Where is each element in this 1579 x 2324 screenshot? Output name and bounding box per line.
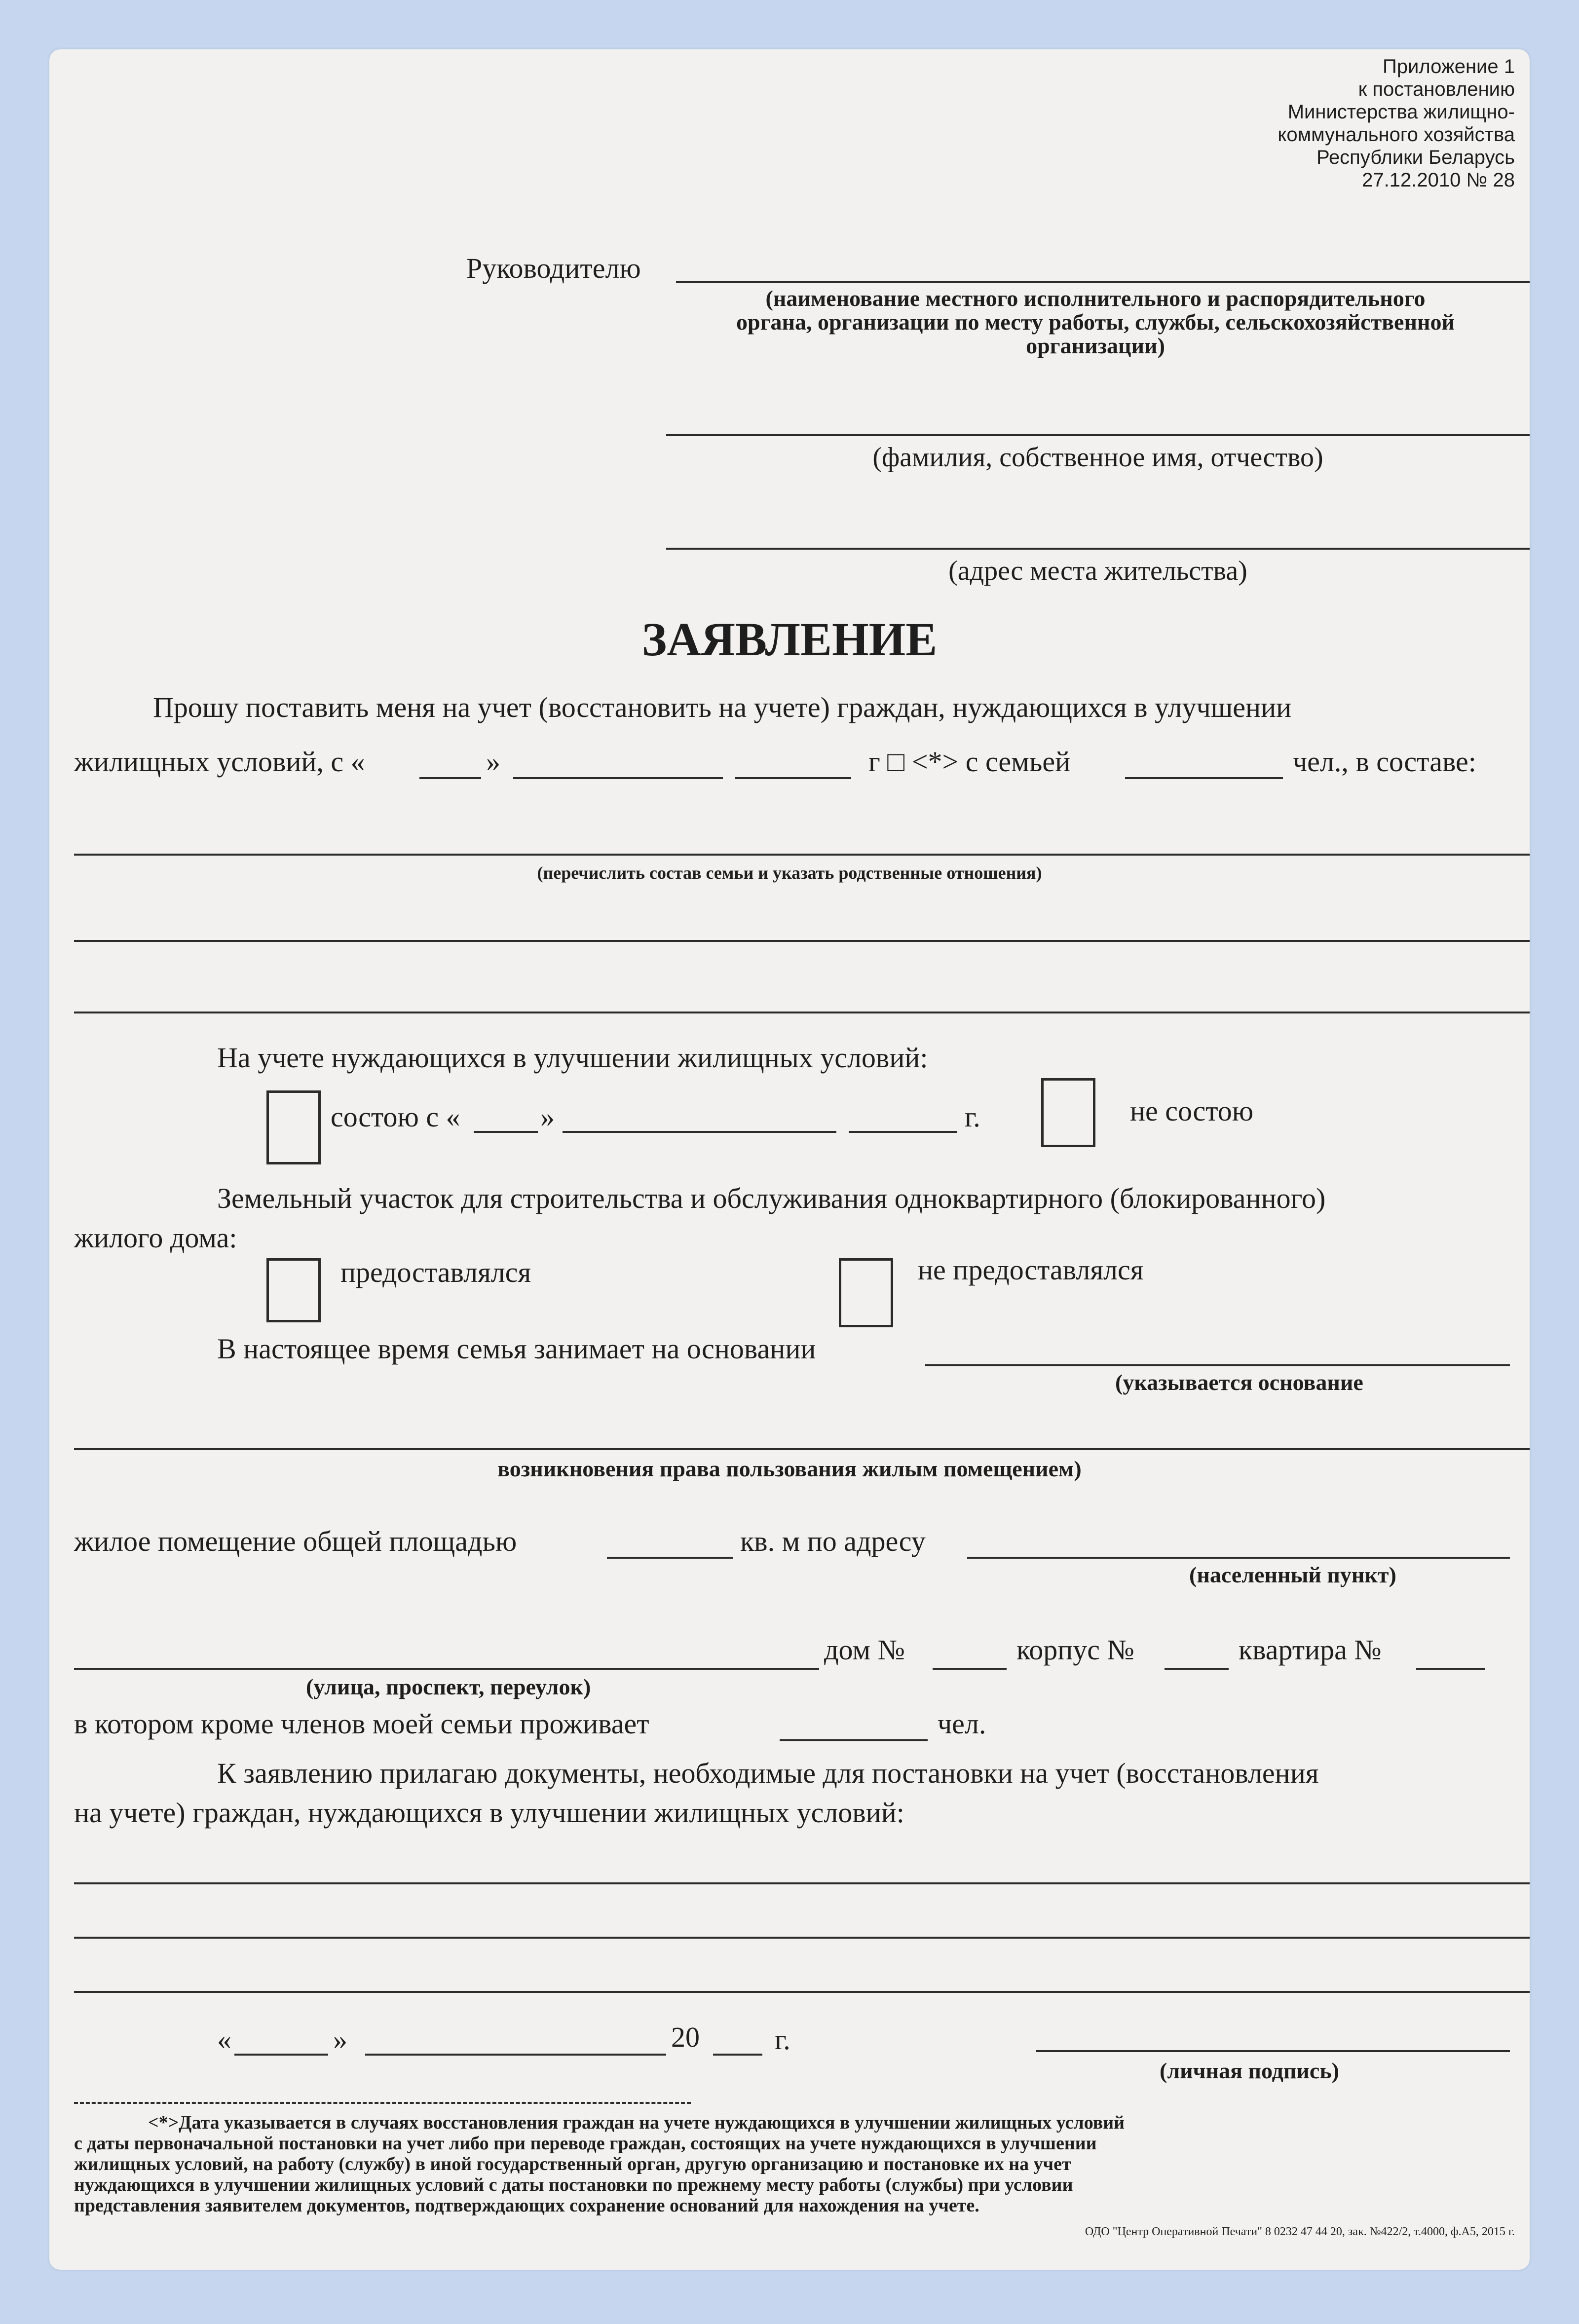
building-label: корпус № <box>1016 1634 1134 1666</box>
area-label: жилое помещение общей площадью <box>74 1525 517 1557</box>
residents-label: в котором кроме членов моей семьи проживает <box>74 1708 649 1740</box>
signature-day-field[interactable] <box>234 2054 328 2056</box>
request-month-field[interactable] <box>513 777 723 779</box>
printer-imprint: ОДО "Центр Оперативной Печати" 8 0232 47 44 20, зак. №422/2, т.4000, ф.А5, 2015 г. <box>1085 2225 1515 2238</box>
land-not-granted-label: не предоставлялся <box>918 1254 1144 1286</box>
basis-field[interactable] <box>925 1364 1510 1366</box>
basis-field-line-2[interactable] <box>74 1448 1530 1450</box>
land-granted-checkbox[interactable] <box>266 1258 321 1322</box>
building-number-field[interactable] <box>1165 1668 1229 1670</box>
signature-year-suffix: г. <box>775 2024 790 2056</box>
form-sheet <box>49 49 1530 2270</box>
signature-year-field[interactable] <box>713 2054 762 2056</box>
header-resolution: к постановлению <box>1358 78 1515 100</box>
header-ministry-2: коммунального хозяйства <box>1278 124 1515 146</box>
request-line-1: Прошу поставить меня на учет (восстановить на учете) граждан, нуждающихся в улучшении <box>153 691 1292 723</box>
request-family-label: г □ <*> с семьей <box>868 746 1071 778</box>
registered-day-field[interactable] <box>474 1131 538 1133</box>
documents-line-1: К заявлению прилагаю документы, необходимые для постановки на учет (восстановления <box>217 1757 1319 1789</box>
street-field[interactable] <box>74 1668 819 1670</box>
address-hint: (адрес места жительства) <box>948 556 1247 586</box>
address-line[interactable] <box>666 548 1530 550</box>
footnote-line-5: представления заявителем документов, подтверждающих сохранение оснований для нахождения на учете. <box>74 2195 979 2216</box>
land-not-granted-checkbox[interactable] <box>839 1258 893 1327</box>
documents-list-line-1[interactable] <box>74 1882 1530 1884</box>
registered-year-field[interactable] <box>849 1131 957 1133</box>
registered-checkbox[interactable] <box>266 1090 321 1164</box>
apartment-number-field[interactable] <box>1416 1668 1485 1670</box>
land-plot-line-1: Земельный участок для строительства и обслуживания одноквартирного (блокированного) <box>217 1182 1326 1214</box>
not-registered-checkbox[interactable] <box>1041 1078 1095 1147</box>
registered-year-suffix: г. <box>965 1101 980 1133</box>
fio-line[interactable] <box>666 434 1530 436</box>
footnote-line-3: жилищных условий, на работу (службу) в иной государственный орган, другую организацию и постановке их на учет <box>74 2154 1071 2174</box>
land-plot-line-2: жилого дома: <box>74 1222 237 1254</box>
documents-list-line-3[interactable] <box>74 1991 1530 1993</box>
signature-close-quote: » <box>333 2024 347 2056</box>
request-day-field[interactable] <box>419 777 481 779</box>
family-composition-hint: (перечислить состав семьи и указать родственные отношения) <box>537 863 1042 883</box>
apartment-label: квартира № <box>1239 1634 1382 1666</box>
basis-hint-2: возникновения права пользования жилым помещением) <box>497 1456 1082 1481</box>
residents-count-field[interactable] <box>780 1739 928 1741</box>
basis-hint-1: (указывается основание <box>1115 1370 1363 1395</box>
header-country: Республики Беларусь <box>1316 147 1515 168</box>
personal-signature-field[interactable] <box>1036 2050 1510 2052</box>
address-by-label: кв. м по адресу <box>740 1525 926 1557</box>
signature-month-field[interactable] <box>365 2054 666 2056</box>
basis-label: В настоящее время семья занимает на основании <box>217 1333 816 1365</box>
org-name-hint-2: органа, организации по месту работы, службы, сельскохозяйственной <box>736 309 1455 335</box>
area-field[interactable] <box>607 1557 733 1559</box>
land-granted-label: предоставлялся <box>340 1256 531 1288</box>
documents-line-2: на учете) граждан, нуждающихся в улучшении жилищных условий: <box>74 1797 904 1829</box>
org-name-hint-1: (наименование местного исполнительного и распорядительного <box>765 286 1426 311</box>
registered-close-quote: » <box>540 1101 555 1133</box>
request-year-field[interactable] <box>735 777 851 779</box>
footnote-line-2: с даты первоначальной постановки на учет либо при переводе граждан, состоящих на учете нуждающихся в улучшении <box>74 2133 1097 2154</box>
org-name-hint-3: организации) <box>1026 333 1165 358</box>
footnote-line-4: нуждающихся в улучшении жилищных условий с даты постановки по прежнему месту работы (службы) при условии <box>74 2174 1073 2195</box>
registered-since-label: состою с « <box>331 1101 460 1133</box>
signature-year-prefix: 20 <box>671 2021 700 2053</box>
street-hint: (улица, проспект, переулок) <box>306 1674 591 1699</box>
residents-unit: чел. <box>938 1708 986 1740</box>
header-date-number: 27.12.2010 № 28 <box>1362 169 1515 191</box>
house-number-field[interactable] <box>933 1668 1007 1670</box>
documents-list-line-2[interactable] <box>74 1937 1530 1939</box>
fio-hint: (фамилия, собственное имя, отчество) <box>872 442 1323 473</box>
family-composition-line-2[interactable] <box>74 940 1530 942</box>
to-head-label: Руководителю <box>466 252 641 284</box>
document-title: ЗАЯВЛЕНИЕ <box>641 613 938 666</box>
signature-open-quote: « <box>217 2024 231 2056</box>
footnote-divider <box>74 2102 691 2104</box>
request-composition-label: чел., в составе: <box>1293 746 1476 778</box>
not-registered-label: не состою <box>1130 1095 1254 1127</box>
registration-intro: На учете нуждающихся в улучшении жилищных условий: <box>217 1042 928 1074</box>
family-composition-line-3[interactable] <box>74 1012 1530 1013</box>
locality-hint: (населенный пункт) <box>1189 1562 1396 1587</box>
org-name-line[interactable] <box>676 281 1530 283</box>
signature-hint: (личная подпись) <box>1160 2058 1339 2083</box>
locality-field[interactable] <box>967 1557 1510 1559</box>
header-ministry: Министерства жилищно- <box>1287 101 1515 123</box>
house-label: дом № <box>824 1634 905 1666</box>
registered-month-field[interactable] <box>563 1131 836 1133</box>
header-appendix: Приложение 1 <box>1383 56 1515 77</box>
footnote-line-1: <*>Дата указывается в случаях восстановления граждан на учете нуждающихся в улучшении жилищных условий <box>148 2112 1125 2133</box>
family-count-field[interactable] <box>1125 777 1283 779</box>
request-date-prefix: жилищных условий, с « <box>74 746 365 778</box>
request-date-close-quote: » <box>486 746 500 778</box>
family-composition-line-1[interactable] <box>74 854 1530 856</box>
